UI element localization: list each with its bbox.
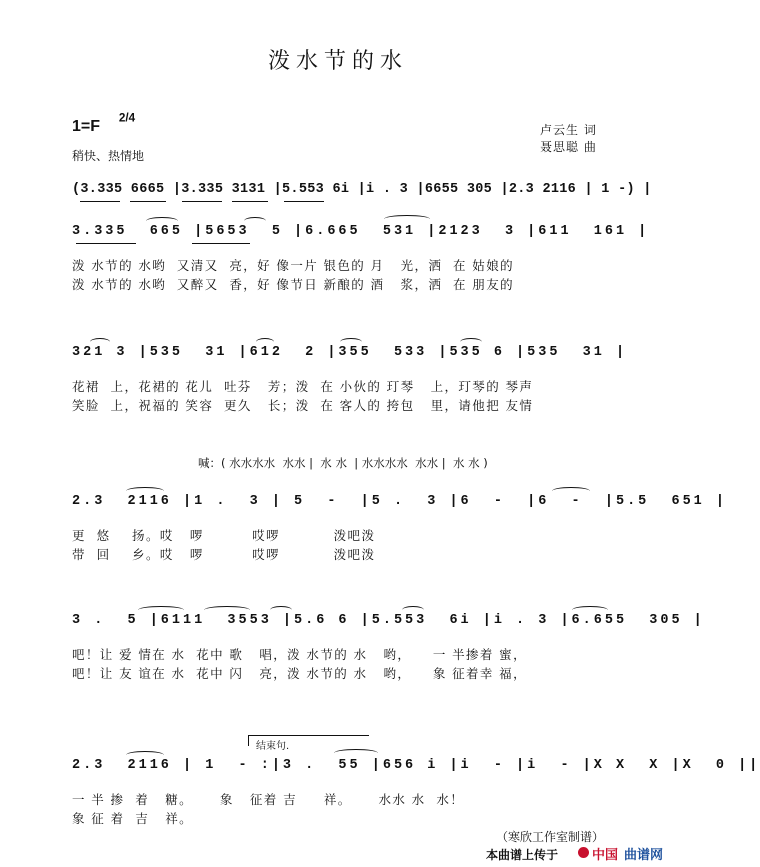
lyric-verse-1: 花裙 上，花裙的 花儿 吐芬 芳；泼 在 小伙的 玎琴 上，玎琴的 琴声 — [72, 379, 534, 394]
site-logo[interactable] — [578, 844, 674, 862]
lyric-verse-2: 泼 水节的 水哟 又醉又 香，好 像节日 新酿的 酒 浆，洒 在 朋友的 — [72, 277, 515, 292]
song-title: 泼水节的水 — [268, 49, 409, 74]
lyric-verse-1: 更 悠 扬。哎 啰 哎啰 泼吧泼 — [72, 528, 376, 543]
notation-line: 321 3 |535 31 |612 2 |355 533 |535 6 |535 31 | — [72, 345, 628, 360]
notation-line: 3.335 665 |5653 5 |6.665 531 |2123 3 |611 161 | — [72, 224, 650, 239]
notation-line: 3 . 5 |6111 3553 |5.6 6 |5.553 6i |i . 3 |6.655 305 | — [72, 613, 705, 628]
lyric-verse-2: 带 回 乡。哎 啰 哎啰 泼吧泼 — [72, 547, 376, 562]
studio-credit: （寒欣工作室制谱） — [496, 830, 605, 844]
system-3 — [72, 345, 628, 367]
lyric-verse-2: 笑脸 上，祝福的 笑容 更久 长；泼 在 客人的 挎包 里，请他把 友情 — [72, 398, 534, 413]
lyric-verse-1: 吧！让 爱 情在 水 花中 歌 唱，泼 水节的 水 哟， 一 半掺着 蜜， — [72, 647, 527, 662]
system-1 — [72, 182, 652, 204]
system-4 — [72, 494, 727, 516]
composer-credit: 聂思聪 曲 — [540, 140, 597, 154]
lyricist-credit: 卢云生 词 — [540, 123, 597, 137]
notation-line: (3.335 6665 |3.335 3131 |5.553 6i |i . 3 |6655 305 |2.3 2116 | 1 -) | — [72, 182, 652, 197]
system-2 — [72, 224, 650, 246]
lyric-verse-1: 一 半 掺 着 糖。 象 征着 吉 祥。 水水 水 水！ — [72, 792, 465, 807]
chant-line: 喊：( 水水水水 水水 | 水 水 | 水水水水 水水 | 水 水 ) — [198, 456, 488, 470]
logo-mark-icon — [578, 847, 589, 858]
lyric-verse-2: 吧！让 友 谊在 水 花中 闪 亮，泼 水节的 水 哟， 象 征着幸 福， — [72, 666, 527, 681]
logo-text-brand: 曲谱网 — [624, 848, 664, 863]
ending-label: 结束句. — [256, 741, 290, 752]
time-signature-value: 2/4 — [118, 110, 136, 125]
key-signature: 1=F — [72, 118, 101, 135]
system-5 — [72, 613, 705, 635]
upload-label: 本曲谱上传于 — [486, 848, 559, 862]
notation-line: 2.3 2116 |1 . 3 | 5 - |5 . 3 |6 - |6 - |5.5 651 | — [72, 494, 727, 509]
lyric-verse-1: 泼 水节的 水哟 又清又 亮，好 像一片 银色的 月 光，洒 在 姑娘的 — [72, 258, 515, 273]
lyric-verse-2: 象 征 着 吉 祥。 — [72, 811, 194, 826]
notation-line: 2.3 2116 | 1 - :|3 . 55 |656 i |i - |i - |X X X |X 0 || — [72, 758, 760, 773]
system-6 — [72, 758, 760, 780]
logo-text-cn: 中国 — [592, 848, 619, 863]
tempo-marking: 稍快、热情地 — [72, 149, 145, 163]
time-signature — [118, 110, 136, 125]
